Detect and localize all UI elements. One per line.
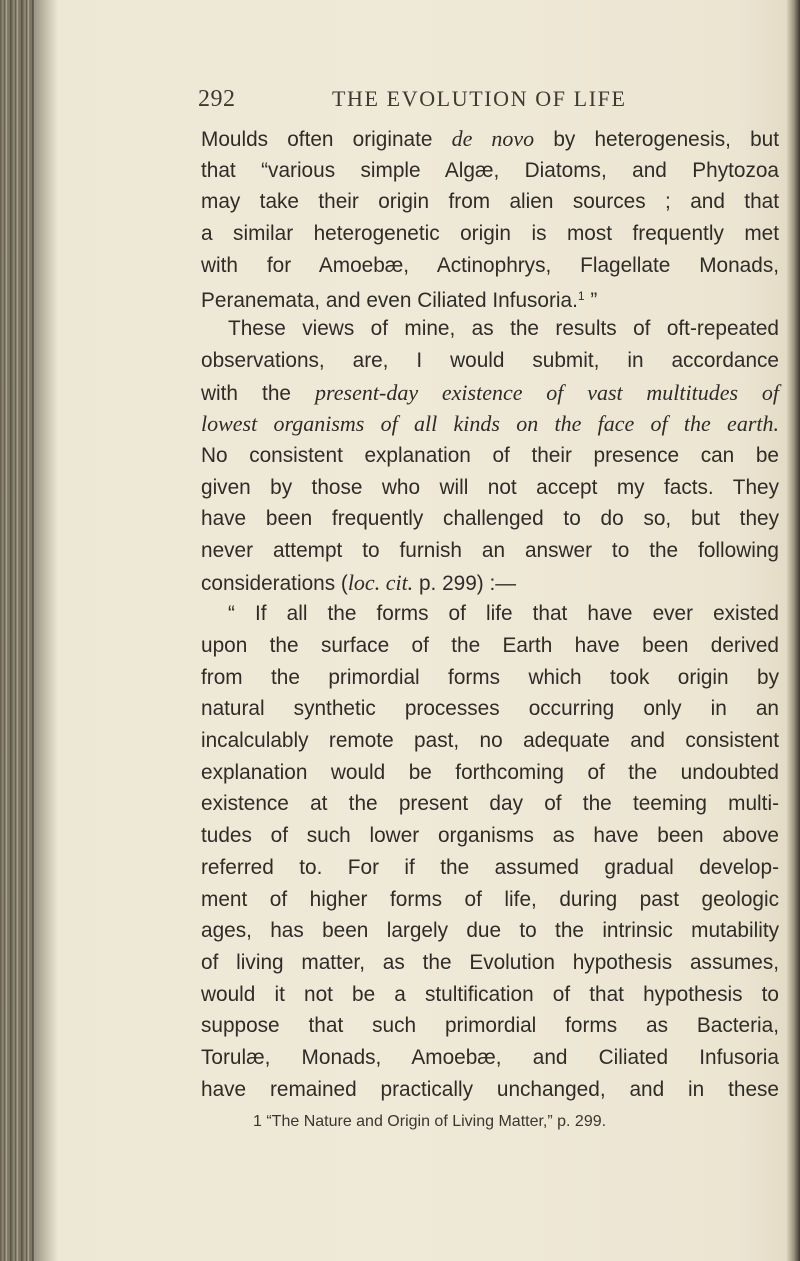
italic-text: present-day existence of vast multitudes of: [315, 379, 779, 405]
text-run: have remained practically unchanged, and in these: [201, 1077, 779, 1101]
text-line: [201, 884, 779, 916]
text-run: Torulæ, Monads, Amoebæ, and Ciliated Infusoria: [201, 1045, 779, 1069]
text-run: ”: [584, 289, 598, 313]
text-line: [201, 820, 779, 852]
text-line: [201, 1074, 779, 1106]
page-header: [0, 86, 800, 120]
text-line: [201, 598, 779, 630]
text-run: explanation would be forthcoming of the undoubted: [201, 760, 779, 784]
text-line: [201, 1010, 779, 1042]
text-line: [201, 313, 779, 345]
italic-text: de novo: [451, 126, 535, 151]
text-line: [201, 979, 779, 1011]
text-line: [201, 852, 779, 884]
page-edge-shadow: [786, 0, 800, 1261]
text-run: referred to. For if the assumed gradual develop-: [201, 855, 779, 879]
footnote-marker: 1: [577, 289, 585, 304]
text-run: Moulds often originate: [201, 128, 452, 151]
text-run: incalculably remote past, no adequate and consistent: [201, 729, 779, 753]
text-line: [201, 440, 779, 472]
text-line: [201, 630, 779, 662]
text-run: with the: [201, 381, 316, 405]
book-binding-edge: [0, 0, 34, 1261]
italic-text: lowest organisms of all kinds on the face of the earth.: [201, 411, 779, 437]
text-line: [201, 250, 779, 282]
text-run: a similar heterogenetic origin is most frequently met: [201, 222, 779, 246]
text-line: [201, 155, 779, 187]
text-run: These views of mine, as the results of oft-repeated: [228, 317, 779, 341]
running-head: THE EVOLUTION OF LIFE: [332, 86, 627, 111]
text-line: [201, 377, 779, 409]
text-line: [201, 535, 779, 567]
text-run: p. 299) :—: [413, 571, 517, 595]
text-run: “ If all the forms of life that have ever existed: [228, 602, 779, 626]
text-run: would it not be a stultification of that hypothesis to: [201, 982, 779, 1006]
text-line: [201, 123, 779, 155]
text-run: observations, are, I would submit, in accordance: [201, 348, 779, 372]
text-line: [201, 218, 779, 250]
body-text: [201, 123, 779, 1105]
text-run: with for Amoebæ, Actinophrys, Flagellate Monads,: [201, 253, 779, 277]
text-line: [201, 662, 779, 694]
text-run: ment of higher forms of life, during past geologic: [201, 887, 779, 911]
text-run: may take their origin from alien sources ; and that: [201, 190, 779, 214]
text-run: tudes of such lower organisms as have been above: [201, 824, 779, 848]
text-run: considerations (: [201, 571, 348, 595]
text-run: ages, has been largely due to the intrinsic mutability: [201, 919, 779, 943]
text-line: [201, 757, 779, 789]
text-run: Peranemata, and even Ciliated Infusoria.: [201, 289, 578, 313]
text-run: never attempt to furnish an answer to the following: [201, 538, 779, 562]
text-line: [201, 503, 779, 535]
text-line: [201, 345, 779, 377]
text-run: No consistent explanation of their presence can be: [201, 443, 779, 467]
text-line: [201, 788, 779, 820]
text-line: [201, 281, 779, 313]
gutter-shadow: [34, 0, 58, 1261]
page-number: 292: [198, 86, 236, 112]
text-line: [201, 186, 779, 218]
text-run: from the primordial forms which took origin by: [201, 665, 779, 689]
text-line: [201, 567, 779, 599]
text-run: natural synthetic processes occurring only in an: [201, 697, 779, 721]
text-line: [201, 693, 779, 725]
text-run: upon the surface of the Earth have been derived: [201, 634, 779, 657]
text-run: suppose that such primordial forms as Bacteria,: [201, 1014, 779, 1038]
text-run: that “various simple Algæ, Diatoms, and Phytozoa: [201, 158, 779, 182]
italic-text: loc. cit.: [347, 569, 414, 595]
text-line: [201, 947, 779, 979]
text-line: [201, 915, 779, 947]
text-run: of living matter, as the Evolution hypothesis assumes,: [201, 950, 779, 974]
text-line: [201, 725, 779, 757]
text-run: have been frequently challenged to do so, but they: [201, 507, 779, 531]
text-line: [201, 472, 779, 504]
text-line: [201, 408, 779, 440]
text-line: [201, 1042, 779, 1074]
text-run: given by those who will not accept my facts. They: [201, 475, 779, 499]
text-run: by heterogenesis, but: [534, 128, 780, 151]
text-run: existence at the present day of the teeming multi-: [201, 792, 779, 816]
footnote: 1 “The Nature and Origin of Living Matter,” p. 299.: [253, 1113, 607, 1130]
